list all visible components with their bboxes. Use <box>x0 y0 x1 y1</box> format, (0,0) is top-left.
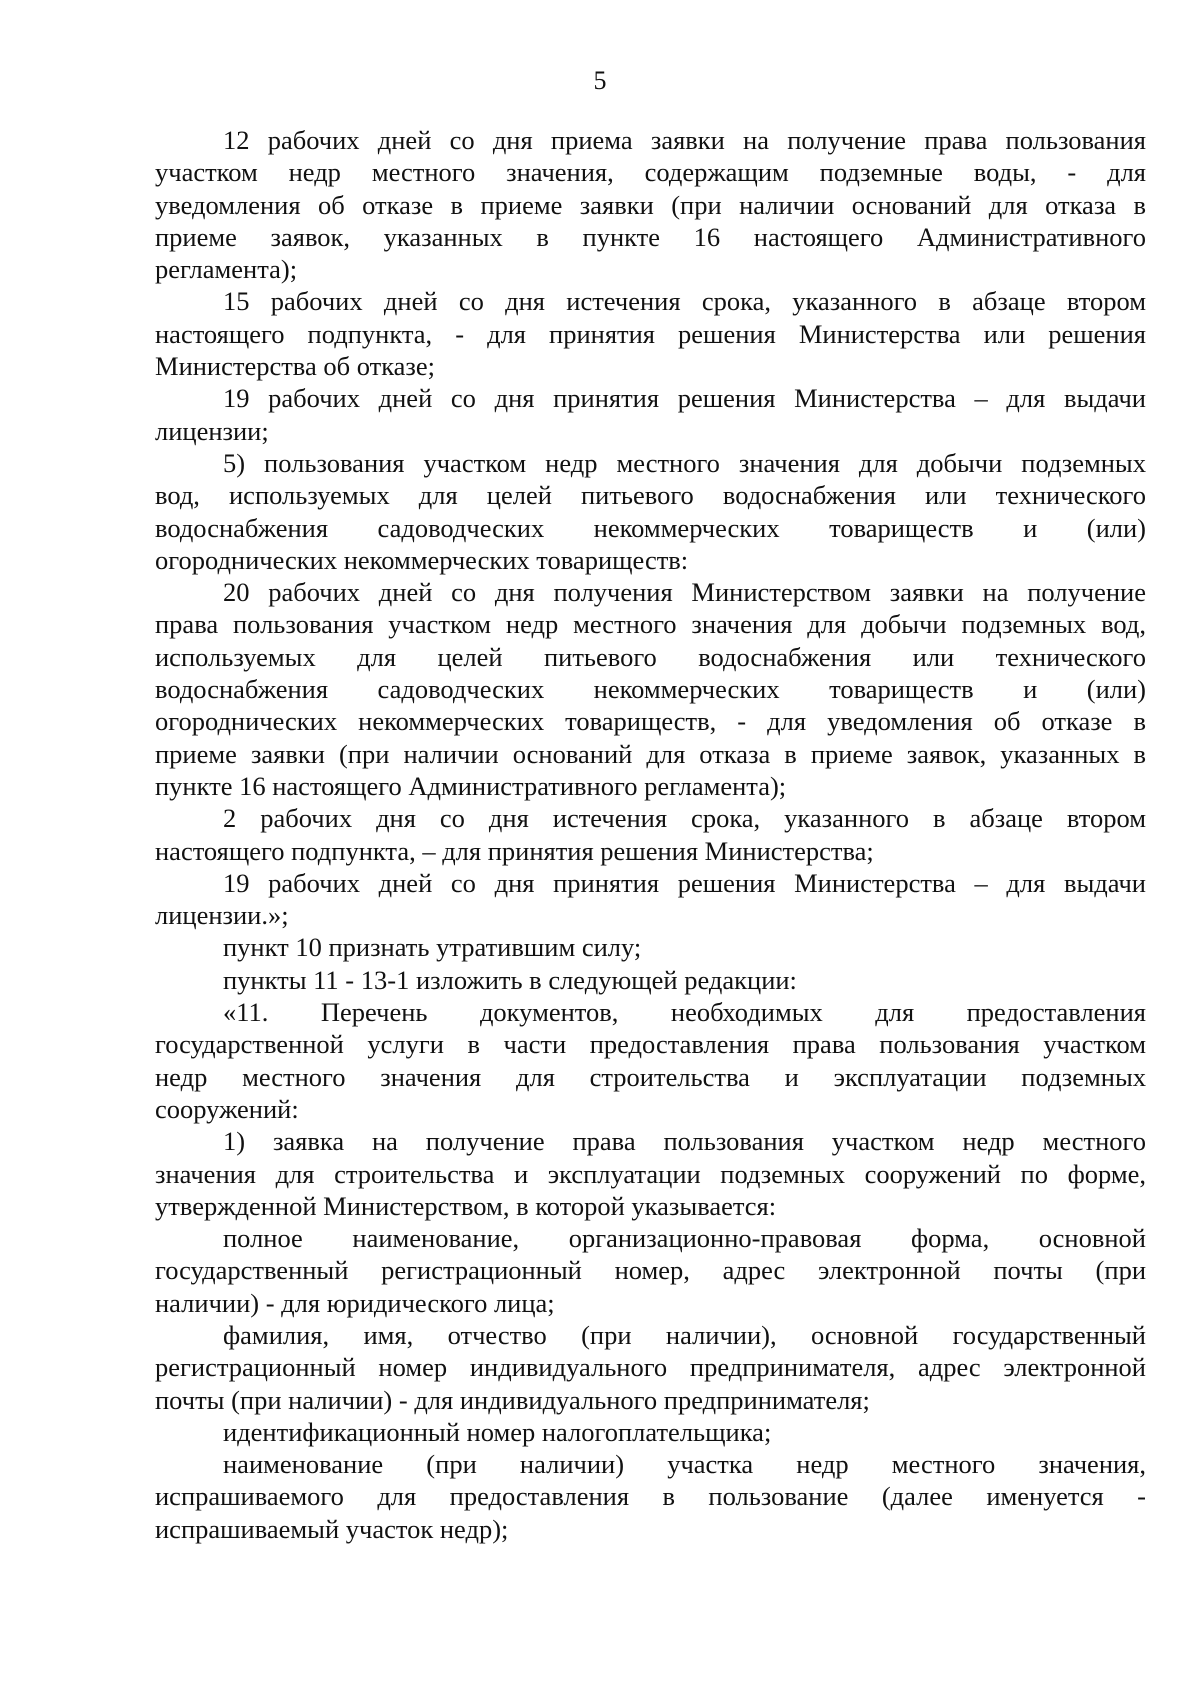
text-line: приеме заявки (при наличии оснований для отказа в приеме заявок, указанных в <box>155 738 1146 769</box>
page-number: 5 <box>593 66 607 95</box>
text-line: Министерства об отказе; <box>155 351 436 382</box>
text-line: пункт 10 признать утратившим силу; <box>223 932 642 963</box>
text-line: испрашиваемый участок недр); <box>155 1513 509 1544</box>
text-line: идентификационный номер налогоплательщика; <box>223 1416 772 1447</box>
text-line: права пользования участком недр местного значения для добычи подземных вод, <box>155 609 1146 640</box>
text-line: недр местного значения для строительства и эксплуатации подземных <box>155 1061 1146 1092</box>
text-line: используемых для целей питьевого водоснабжения или технического <box>155 641 1146 672</box>
text-line: фамилия, имя, отчество (при наличии), основной государственный <box>223 1319 1146 1350</box>
paragraph-p3 <box>155 382 1146 447</box>
text-line: водоснабжения садоводческих некоммерческих товариществ и (или) <box>155 512 1146 543</box>
paragraph-p4 <box>155 447 1146 576</box>
text-line: государственный регистрационный номер, адрес электронной почты (при <box>155 1255 1146 1286</box>
text-line: государственной услуги в части предоставления права пользования участком <box>155 1029 1146 1060</box>
paragraph-p13 <box>155 1319 1146 1416</box>
text-line: огороднических некоммерческих товариществ, - для уведомления об отказе в <box>155 706 1146 737</box>
text-line: полное наименование, организационно-правовая форма, основной <box>223 1223 1146 1254</box>
text-line: уведомления об отказе в приеме заявки (при наличии оснований для отказа в <box>155 189 1146 220</box>
paragraph-p5 <box>155 576 1146 802</box>
text-line: утвержденной Министерством, в которой указывается: <box>155 1190 777 1221</box>
document-body <box>155 124 1146 1545</box>
text-line: наименование (при наличии) участка недр местного значения, <box>223 1449 1146 1480</box>
text-line: 20 рабочих дней со дня получения Министерством заявки на получение <box>223 577 1146 608</box>
text-line: приеме заявок, указанных в пункте 16 настоящего Административного <box>155 221 1146 252</box>
text-line: 19 рабочих дней со дня принятия решения Министерства – для выдачи <box>223 867 1146 898</box>
paragraph-p7 <box>155 867 1146 932</box>
paragraph-p6 <box>155 802 1146 867</box>
text-line: вод, используемых для целей питьевого водоснабжения или технического <box>155 480 1146 511</box>
text-line: настоящего подпункта, – для принятия решения Министерства; <box>155 835 874 866</box>
text-line: почты (при наличии) - для индивидуального предпринимателя; <box>155 1384 870 1415</box>
text-line: настоящего подпункта, - для принятия решения Министерства или решения <box>155 318 1146 349</box>
paragraph-p11 <box>155 1125 1146 1222</box>
text-line: 1) заявка на получение права пользования участком недр местного <box>223 1126 1146 1157</box>
text-line: сооружений: <box>155 1093 299 1124</box>
paragraph-p1 <box>155 124 1146 285</box>
paragraph-p14 <box>155 1416 1146 1448</box>
paragraph-p10 <box>155 996 1146 1125</box>
text-line: регистрационный номер индивидуального предпринимателя, адрес электронной <box>155 1352 1146 1383</box>
paragraph-p9 <box>155 964 1146 996</box>
text-line: огороднических некоммерческих товариществ: <box>155 544 689 575</box>
text-line: регламента); <box>155 254 298 285</box>
text-line: пункте 16 настоящего Административного регламента); <box>155 770 787 801</box>
paragraph-p15 <box>155 1448 1146 1545</box>
paragraph-p2 <box>155 285 1146 382</box>
text-line: 12 рабочих дней со дня приема заявки на получение права пользования <box>223 125 1146 155</box>
paragraph-p8 <box>155 931 1146 963</box>
text-line: 15 рабочих дней со дня истечения срока, указанного в абзаце втором <box>223 286 1146 317</box>
text-line: значения для строительства и эксплуатации подземных сооружений по форме, <box>155 1158 1146 1189</box>
text-line: участком недр местного значения, содержащим подземные воды, - для <box>155 157 1146 188</box>
text-line: 19 рабочих дней со дня принятия решения Министерства – для выдачи <box>223 383 1146 414</box>
text-line: «11. Перечень документов, необходимых для предоставления <box>223 997 1146 1028</box>
text-line: наличии) - для юридического лица; <box>155 1287 555 1318</box>
text-line: водоснабжения садоводческих некоммерческих товариществ и (или) <box>155 674 1146 705</box>
text-line: 5) пользования участком недр местного значения для добычи подземных <box>223 447 1146 478</box>
text-line: испрашиваемого для предоставления в пользование (далее именуется - <box>155 1481 1146 1512</box>
text-line: лицензии; <box>155 415 269 446</box>
paragraph-p12 <box>155 1222 1146 1319</box>
text-line: пункты 11 - 13-1 изложить в следующей редакции: <box>223 964 797 995</box>
text-line: 2 рабочих дня со дня истечения срока, указанного в абзаце втором <box>223 803 1146 834</box>
text-line: лицензии.»; <box>155 900 289 931</box>
